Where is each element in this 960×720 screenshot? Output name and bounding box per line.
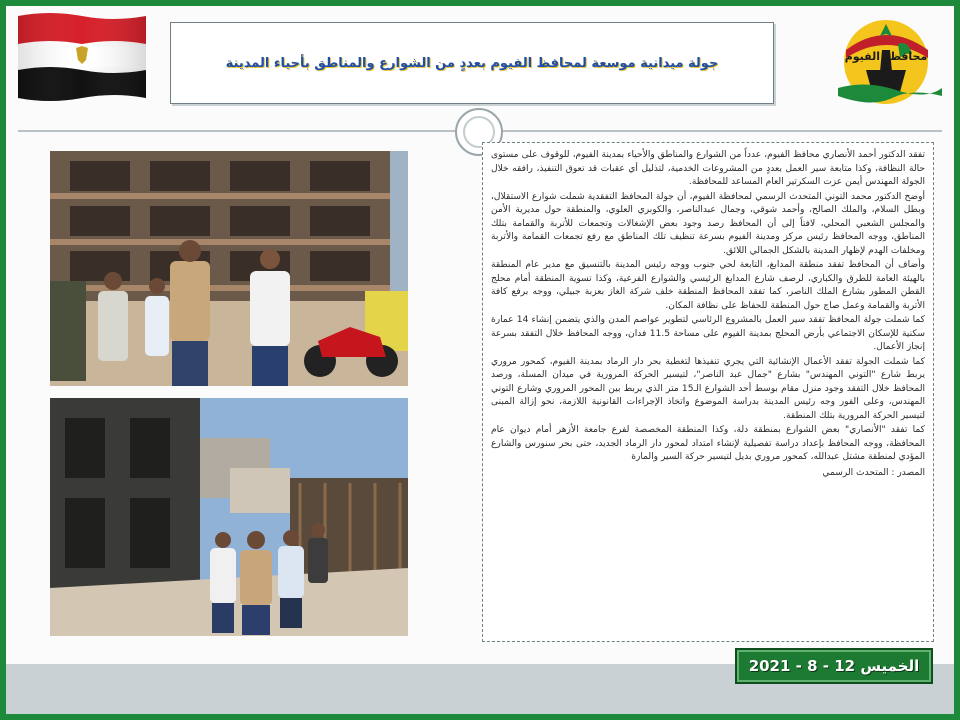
article-paragraph: كما شملت جولة المحافظ تفقد سير العمل بالمشروع الرئاسي لتطوير عواصم المدن والذي يتضمن إنشاء 14 عمارة سكنية للإسكان الاجتماعي بأرض المحلج بمدينة الفيوم على مساحة 11.5 فدان، ووجه المحافظ خلال التفقد بسرعة إنجاز الأعمال. [491,315,925,352]
article-paragraph: كما تفقد "الأنصاري" بعض الشوارع بمنطقة دلة، وكذا المنطقة المخصصة لفرع جامعة الأزهر أمام ديوان عام المحافظة، ووجه المحافظ بإعداد دراسة تفصيلية لإنشاء امتداد لمحور دار الرماد الجديد، حتى بحر سنورس والشارع المؤدي لمنطقة مشتل عبدالله، كمحور مروري بديل لتيسير حركة السير والمارة [491,425,925,462]
article-paragraph: وأضاف أن المحافظ تفقد منطقة المدابغ، التابعة لحي جنوب ووجه رئيس المدينة بالتنسيق مع مدير عام المنطقة بالهيئة العامة للطرق والكباري، لرصف شارع المدابغ الرئيسي والشوارع الفرعية، وكذا تسوية المنطقة أمام محلج القطن المطور بشارع الملك الناصر، كما تفقد المحافظ المنطقة خلف شركة الغاز بعزبة جبيلي، ووجه برفع كافة الأتربة والقمامة وعمل صاج حول المنطقة للحفاظ على نظافة المكان. [491,260,925,311]
divider-right [502,130,942,132]
article-paragraph: كما شملت الجولة تفقد الأعمال الإنشائية التي يجري تنفيذها لتغطية بحر دار الرماد بمدينة الفيوم، كمحور مروري يربط شارع "التوني المهندس" بشارع "جمال عبد الناصر"، لتيسير الحركة المرورية في ميدان المسلة، ورصد المحافظ خلال التفقد وجود منزل مقام بوسط أحد الشوارع الـ15 متر الذي يربط بين المحور المروري وشارع التوني المهندس، وعلى الفور وجه رئيس المدينة بدراسة الموضوع واتخاذ الإجراءات القانونية اللازمة، نحو إزالة المبنى لتيسير الحركة المرورية بتلك المنطقة. [491,356,925,421]
logo-text: محافظة الفيوم [844,50,928,63]
article-paragraph: تفقد الدكتور أحمد الأنصاري محافظ الفيوم، عدداً من الشوارع والمناطق والأحياء بمدينة الفيوم، للوقوف على مستوى حالة النظافة، وكذا متابعة سير العمل بعددٍ من المشروعات الخدمية، لتذليل أي عقبات قد تعوق التنفيذ، رافقه خلال الجولة المهندس أيمن عزت السكرتير العام المساعد للمحافظة. [491,150,925,187]
fayoum-logo [836,10,944,110]
field-photo-site [50,398,408,636]
title-box [170,22,774,104]
field-photo-building [50,151,408,386]
date-box [735,648,933,684]
page-title: جولة ميدانية موسعة لمحافظ الفيوم بعددٍ من الشوارع والمناطق بأحياء المدينة [225,55,719,71]
article-source: المصدر : المتحدث الرسمي [822,467,925,478]
article-text [482,142,934,642]
date-label: الخميس 12 - 8 - 2021 [748,657,920,675]
article-paragraph: أوضح الدكتور محمد التوني المتحدث الرسمي لمحافظة الفيوم، أن جولة المحافظ التفقدية شملت شوارع الاستقلال، وبطل السلام، والملك الصالح، وأحمد شوقي، وجمال عبدالناصر، والكوبري العلوي، والمنطقة حول مديرية الأمن والمجلس الشعبي المحلي، لافتاً إلى أن المحافظ رصد وجود بعض الإشغالات وتجمعات للأتربة والقمامة بتلك المناطق، ووجه المحافظ رئيس مركز ومدينة الفيوم بسرعة تنظيف تلك المناطق مع رفع تجمعات القمامة والأتربة ومخلفات الهدم لإظهار المدينة بالشكل الجمالي اللائق. [491,191,925,256]
divider-left [18,130,458,132]
egypt-flag [16,10,148,102]
bottom-green-strip [6,714,954,720]
